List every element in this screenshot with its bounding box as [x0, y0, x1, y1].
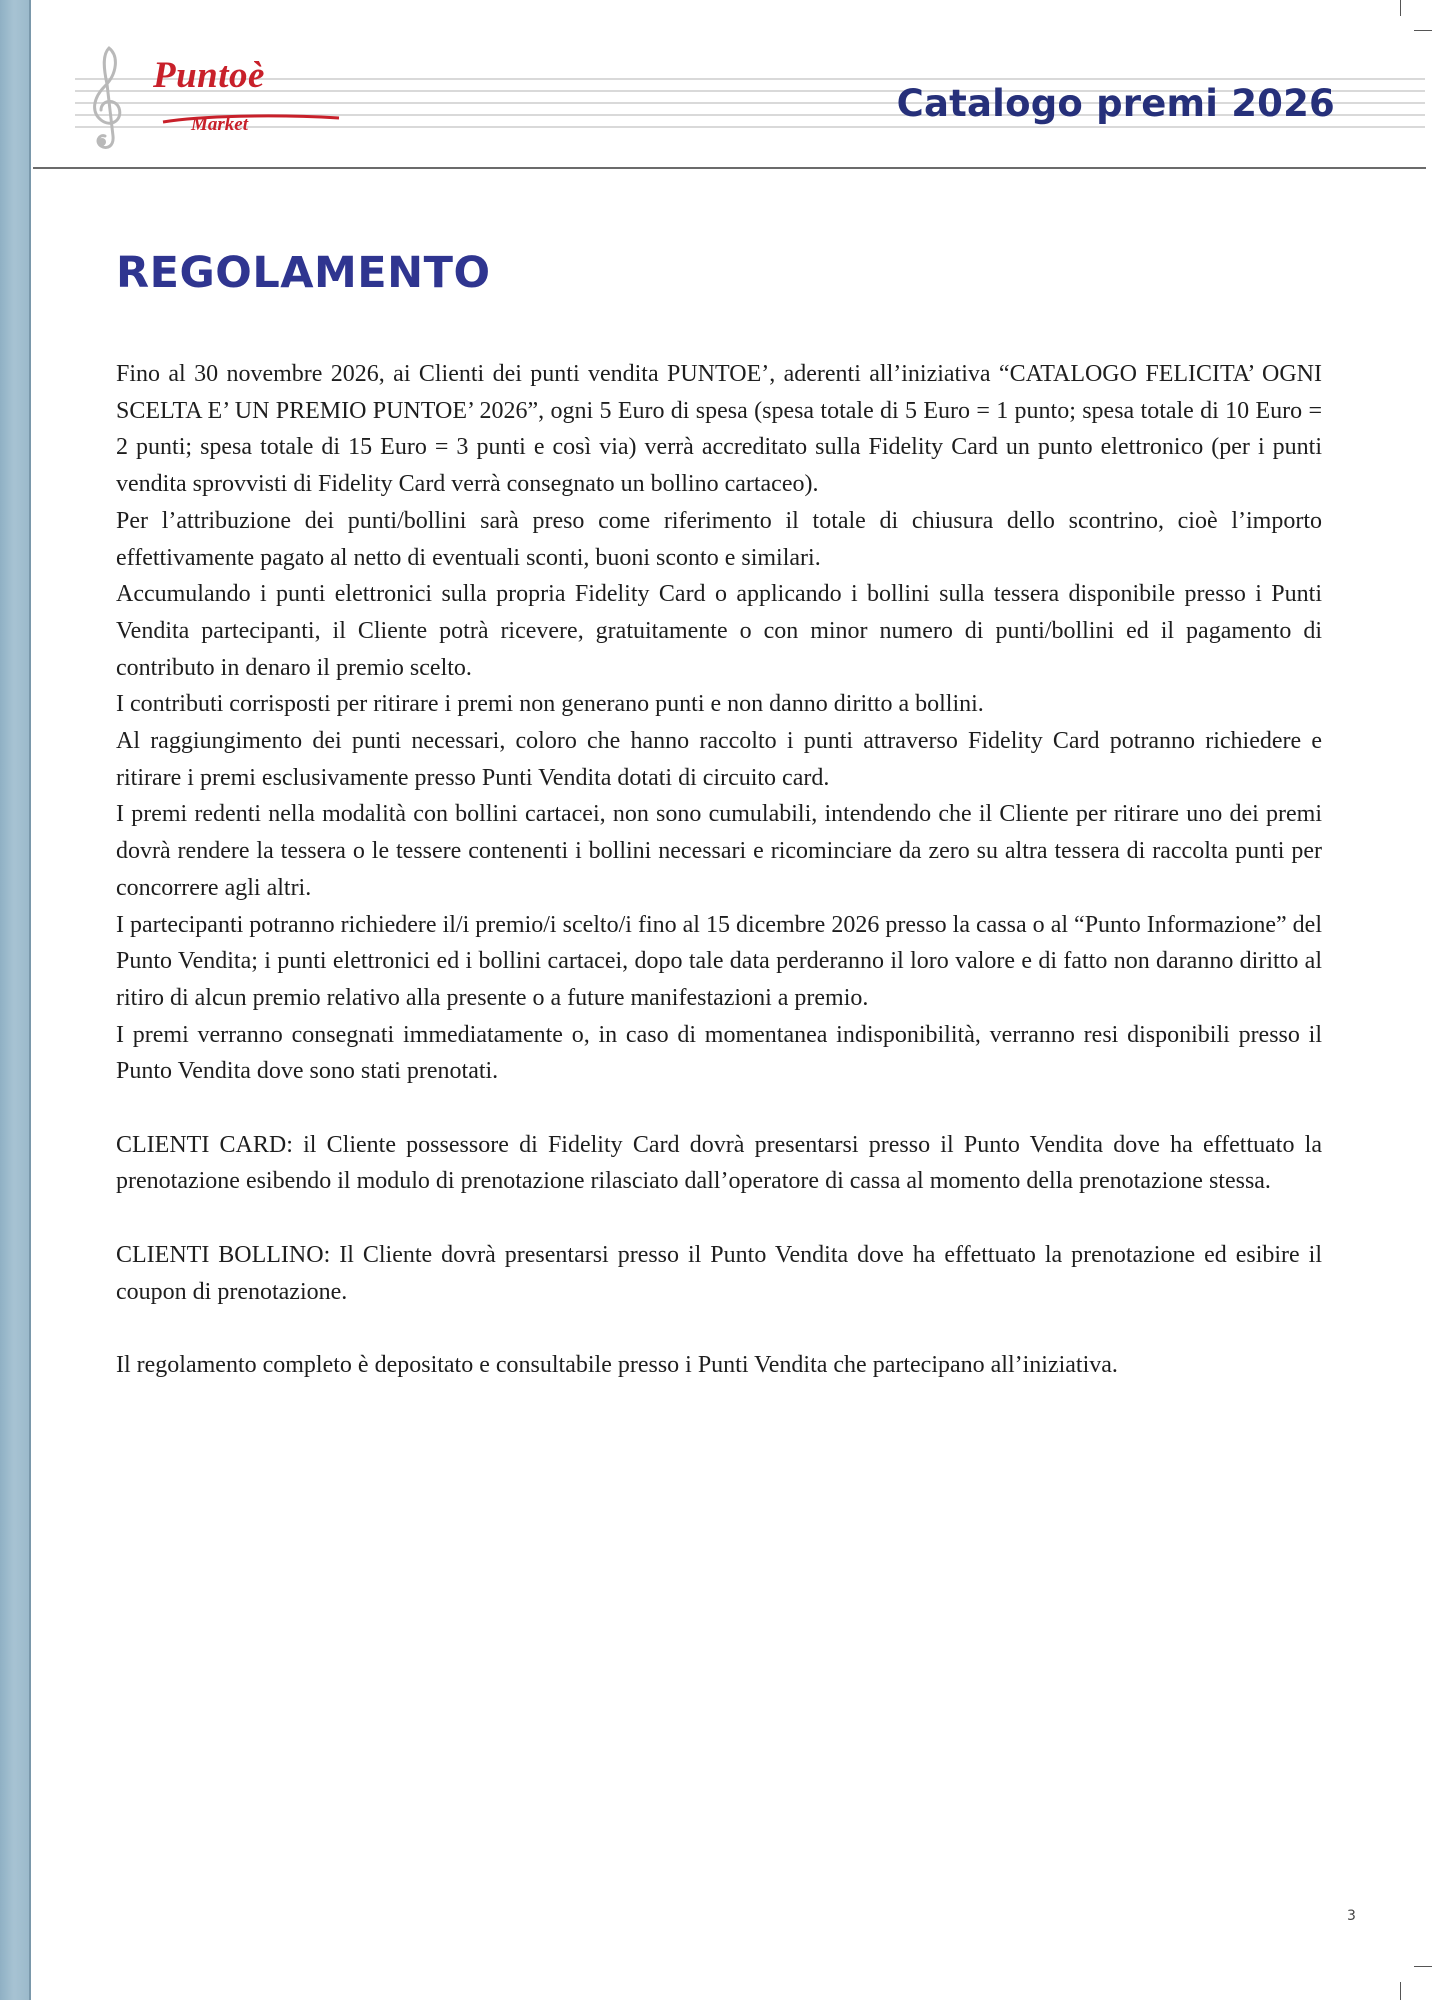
paragraph: Al raggiungimento dei punti necessari, coloro che hanno raccolto i punti attraverso Fidelity Card potranno richiedere e ritirare i premi esclusivamente presso Punti Vendita dotati di circuito card.: [116, 728, 1322, 791]
closing-paragraph: Il regolamento completo è depositato e consultabile presso i Punti Vendita che partecipano all’iniziativa.: [116, 1351, 1118, 1378]
brand-logo: [153, 54, 353, 144]
paragraph: Per l’attribuzione dei punti/bollini sarà preso come riferimento il totale di chiusura dello scontrino, cioè l’importo effettivamente pagato al netto di eventuali sconti, buoni sconto e similari.: [116, 507, 1322, 571]
page-title: REGOLAMENTO: [116, 248, 491, 298]
paragraph: I premi verranno consegnati immediatamente o, in caso di momentanea indisponibilità, verranno resi disponibili presso il Punto Vendita dove sono stati prenotati.: [116, 1021, 1322, 1085]
page-number: 3: [1347, 1908, 1356, 1924]
side-binding-strip: [0, 0, 31, 2000]
crop-mark-bottom-horizontal: [1414, 1966, 1432, 1967]
catalog-title: Catalogo premi 2026: [896, 82, 1335, 125]
regulation-body: [116, 356, 1322, 1384]
paragraph: I premi redenti nella modalità con bollini cartacei, non sono cumulabili, intendendo che il Cliente per ritirare uno dei premi dovrà rendere la tessera o le tessere contenenti i bollini necessari e ricominciare da zero su altra tessera di raccolta punti per concorrere agli altri.: [116, 801, 1322, 901]
crop-mark-bottom-vertical: [1400, 1982, 1401, 2000]
clienti-card-paragraph: CLIENTI CARD: il Cliente possessore di Fidelity Card dovrà presentarsi presso il Punto Vendita dove ha effettuato la prenotazione esibendo il modulo di prenotazione rilasciato dall’operatore di cassa al momento della prenotazione stessa.: [116, 1131, 1322, 1195]
paragraph: I partecipanti potranno richiedere il/i premio/i scelto/i fino al 15 dicembre 2026 presso la cassa o al “Punto Informazione” del Punto Vendita; i punti elettronici ed i bollini cartacei, dopo tale data perderanno il loro valore e di fatto non daranno diritto al ritiro di alcun premio relativo alla presente o a future manifestazioni a premio.: [116, 911, 1322, 1011]
logo-wordmark: Puntoè: [153, 55, 265, 96]
paragraph: I contributi corrisposti per ritirare i premi non generano punti e non danno diritto a bollini.: [116, 691, 984, 718]
clienti-bollino-paragraph: CLIENTI BOLLINO: Il Cliente dovrà presentarsi presso il Punto Vendita dove ha effettuato la prenotazione ed esibire il coupon di prenotazione.: [116, 1241, 1322, 1305]
logo-subtext: Market: [191, 114, 248, 135]
logo-swoosh-icon: [161, 112, 341, 126]
treble-clef-icon: [83, 44, 131, 154]
paragraph: Accumulando i punti elettronici sulla propria Fidelity Card o applicando i bollini sulla tessera disponibile presso i Punti Vendita partecipanti, il Cliente potrà ricevere, gratuitamente o con minor numero di punti/bollini ed il pagamento di contributo in denaro il premio scelto.: [116, 581, 1322, 681]
page-header: [33, 0, 1425, 170]
paragraph: Fino al 30 novembre 2026, ai Clienti dei punti vendita PUNTOE’, aderenti all’iniziativa “CATALOGO FELICITA’ OGNI SCELTA E’ UN PREMIO PUNTOE’ 2026”, ogni 5 Euro di spesa (spesa totale di 5 Euro = 1 punto; spesa totale di 10 Euro = 2 punti; spesa totale di 15 Euro = 3 punti e così via) verrà accreditato sulla Fidelity Card un punto elettronico (per i punti vendita sprovvisti di Fidelity Card verrà consegnato un bollino cartaceo).: [116, 361, 1322, 498]
header-divider: [33, 167, 1426, 169]
